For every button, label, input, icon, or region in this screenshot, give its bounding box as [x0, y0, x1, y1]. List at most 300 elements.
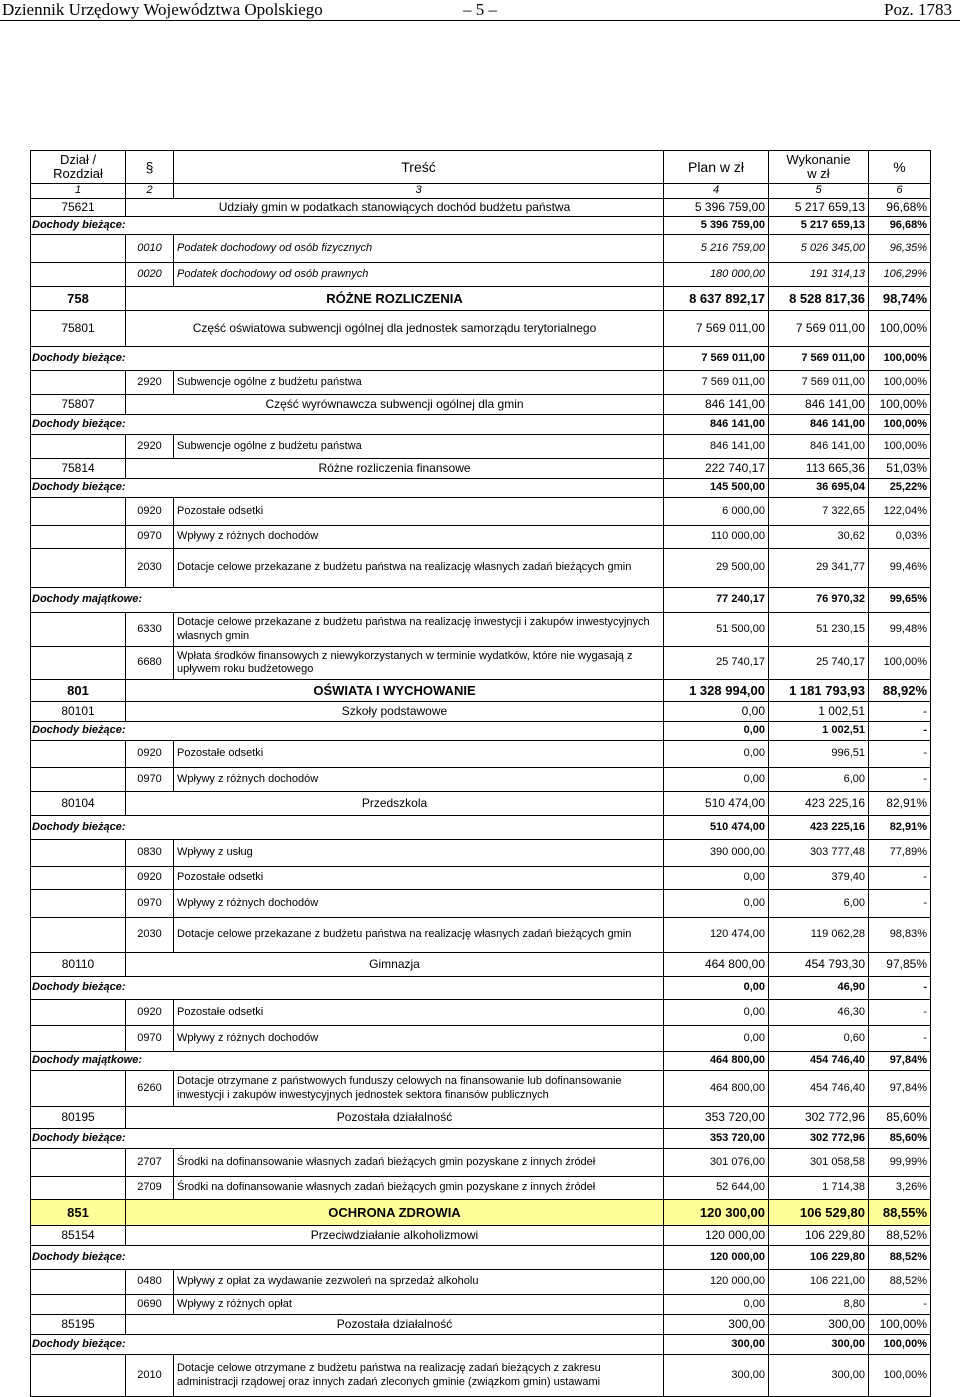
plan-value: 52 644,00	[664, 1177, 769, 1200]
paragraph-name: Dotacje celowe przekazane z budżetu państwa na realizację własnych zadań bieżących gmin	[174, 549, 664, 588]
execution-value: 46,90	[769, 977, 869, 1000]
subtotal-row	[31, 588, 931, 613]
subtotal-label: Dochody bieżące:	[31, 415, 664, 435]
plan-value: 390 000,00	[664, 840, 769, 867]
section-code: 75801	[31, 311, 126, 347]
running-header	[0, 0, 960, 22]
execution-value: 46,30	[769, 1000, 869, 1026]
col-number: 6	[869, 184, 931, 199]
paragraph-row	[31, 1295, 931, 1315]
section-code: 801	[31, 680, 126, 702]
subtotal-label: Dochody bieżące:	[31, 722, 664, 741]
paragraph-name: Subwencje ogólne z budżetu państwa	[174, 371, 664, 395]
section-name: Gimnazja	[126, 953, 664, 977]
section-code: 80195	[31, 1107, 126, 1129]
subtotal-row	[31, 479, 931, 498]
budget-income-table	[30, 150, 931, 1397]
paragraph-name: Wpływy z opłat za wydawanie zezwoleń na sprzedaż alkoholu	[174, 1270, 664, 1295]
dzial-row	[31, 1200, 931, 1226]
blank-cell	[31, 1295, 126, 1315]
plan-value: 120 000,00	[664, 1246, 769, 1270]
plan-value: 1 328 994,00	[664, 680, 769, 702]
percent-value: 100,00%	[869, 1315, 931, 1335]
rozdzial-row	[31, 702, 931, 722]
execution-value: 7 322,65	[769, 498, 869, 526]
subtotal-label: Dochody bieżące:	[31, 217, 664, 235]
paragraph-row	[31, 235, 931, 263]
blank-cell	[31, 526, 126, 549]
paragraph-row	[31, 1000, 931, 1026]
execution-value: 423 225,16	[769, 816, 869, 840]
paragraph-name: Dotacje celowe przekazane z budżetu państwa na realizację własnych zadań bieżących gmin	[174, 918, 664, 953]
col-header-plan: Plan w zł	[664, 151, 769, 184]
percent-value: 100,00%	[869, 647, 931, 680]
section-name: Przedszkola	[126, 792, 664, 816]
percent-value: 51,03%	[869, 459, 931, 479]
blank-cell	[31, 1026, 126, 1052]
paragraph-row	[31, 1177, 931, 1200]
execution-value: 300,00	[769, 1315, 869, 1335]
blank-cell	[31, 1177, 126, 1200]
execution-value: 0,60	[769, 1026, 869, 1052]
execution-value: 113 665,36	[769, 459, 869, 479]
section-code: 80101	[31, 702, 126, 722]
percent-value: -	[869, 741, 931, 768]
plan-value: 301 076,00	[664, 1149, 769, 1177]
plan-value: 0,00	[664, 1000, 769, 1026]
execution-value: 300,00	[769, 1355, 869, 1397]
plan-value: 51 500,00	[664, 613, 769, 647]
section-code: 75807	[31, 395, 126, 415]
rozdzial-row	[31, 1107, 931, 1129]
percent-value: -	[869, 977, 931, 1000]
percent-value: -	[869, 722, 931, 741]
paragraph-row	[31, 526, 931, 549]
percent-value: 100,00%	[869, 395, 931, 415]
blank-cell	[31, 890, 126, 918]
subtotal-row	[31, 977, 931, 1000]
section-name: Szkoły podstawowe	[126, 702, 664, 722]
paragraph-name: Wpływy z usług	[174, 840, 664, 867]
percent-value: -	[869, 1026, 931, 1052]
paragraph-row	[31, 867, 931, 890]
plan-value: 8 637 892,17	[664, 287, 769, 311]
col-number: 5	[769, 184, 869, 199]
execution-value: 379,40	[769, 867, 869, 890]
execution-value: 1 002,51	[769, 702, 869, 722]
header-rule	[0, 20, 960, 21]
blank-cell	[31, 741, 126, 768]
subtotal-row	[31, 1335, 931, 1355]
section-name: Udziały gmin w podatkach stanowiących dochód budżetu państwa	[126, 199, 664, 217]
section-code: 85195	[31, 1315, 126, 1335]
rozdzial-row	[31, 792, 931, 816]
plan-value: 510 474,00	[664, 816, 769, 840]
paragraph-row	[31, 613, 931, 647]
plan-value: 222 740,17	[664, 459, 769, 479]
section-name: Część wyrównawcza subwencji ogólnej dla gmin	[126, 395, 664, 415]
percent-value: 100,00%	[869, 1355, 931, 1397]
execution-value: 7 569 011,00	[769, 347, 869, 371]
col-number: 1	[31, 184, 126, 199]
plan-value: 29 500,00	[664, 549, 769, 588]
paragraph-code: 0010	[126, 235, 174, 263]
execution-value: 1 181 793,93	[769, 680, 869, 702]
col-header-percent: %	[869, 151, 931, 184]
paragraph-code: 0970	[126, 526, 174, 549]
execution-value: 1 714,38	[769, 1177, 869, 1200]
percent-value: 97,84%	[869, 1071, 931, 1107]
plan-value: 0,00	[664, 768, 769, 792]
blank-cell	[31, 1071, 126, 1107]
plan-value: 846 141,00	[664, 395, 769, 415]
percent-value: 88,52%	[869, 1226, 931, 1246]
paragraph-name: Podatek dochodowy od osób prawnych	[174, 263, 664, 287]
execution-value: 8 528 817,36	[769, 287, 869, 311]
paragraph-code: 0690	[126, 1295, 174, 1315]
paragraph-code: 6260	[126, 1071, 174, 1107]
percent-value: 82,91%	[869, 792, 931, 816]
section-name: Część oświatowa subwencji ogólnej dla jednostek samorządu terytorialnego	[126, 311, 664, 347]
rozdzial-row	[31, 1226, 931, 1246]
execution-value: 996,51	[769, 741, 869, 768]
percent-value: 25,22%	[869, 479, 931, 498]
plan-value: 0,00	[664, 1295, 769, 1315]
execution-value: 5 217 659,13	[769, 199, 869, 217]
plan-value: 353 720,00	[664, 1129, 769, 1149]
execution-value: 1 002,51	[769, 722, 869, 741]
execution-value: 106 221,00	[769, 1270, 869, 1295]
paragraph-name: Wpływy z różnych dochodów	[174, 768, 664, 792]
percent-value: -	[869, 768, 931, 792]
plan-value: 180 000,00	[664, 263, 769, 287]
percent-value: 99,46%	[869, 549, 931, 588]
paragraph-code: 2707	[126, 1149, 174, 1177]
execution-value: 6,00	[769, 890, 869, 918]
plan-value: 7 569 011,00	[664, 371, 769, 395]
execution-value: 25 740,17	[769, 647, 869, 680]
col-header-dzial	[31, 151, 126, 184]
percent-value: 88,92%	[869, 680, 931, 702]
plan-value: 120 000,00	[664, 1226, 769, 1246]
subtotal-row	[31, 415, 931, 435]
section-code: 75621	[31, 199, 126, 217]
percent-value: 96,35%	[869, 235, 931, 263]
blank-cell	[31, 435, 126, 459]
percent-value: 100,00%	[869, 435, 931, 459]
paragraph-name: Dotacje celowe otrzymane z budżetu państwa na realizację zadań bieżących z zakresu administracji rządowej oraz innych zadań zleconych gminie (związkom gmin) ustawami	[174, 1355, 664, 1397]
col-number: 4	[664, 184, 769, 199]
col-number: 3	[174, 184, 664, 199]
rozdzial-row	[31, 953, 931, 977]
execution-value: 8,80	[769, 1295, 869, 1315]
rozdzial-row	[31, 459, 931, 479]
dzial-row	[31, 680, 931, 702]
paragraph-row	[31, 741, 931, 768]
subtotal-row	[31, 1052, 931, 1071]
percent-value: 100,00%	[869, 311, 931, 347]
execution-value: 454 746,40	[769, 1052, 869, 1071]
blank-cell	[31, 918, 126, 953]
execution-value: 76 970,32	[769, 588, 869, 613]
plan-value: 110 000,00	[664, 526, 769, 549]
subtotal-label: Dochody bieżące:	[31, 816, 664, 840]
percent-value: -	[869, 890, 931, 918]
blank-cell	[31, 1149, 126, 1177]
percent-value: 0,03%	[869, 526, 931, 549]
percent-value: 99,65%	[869, 588, 931, 613]
plan-value: 5 216 759,00	[664, 235, 769, 263]
plan-value: 0,00	[664, 977, 769, 1000]
col-header-dzial-line2: Rozdział	[53, 166, 103, 181]
rozdzial-row	[31, 311, 931, 347]
execution-value: 300,00	[769, 1335, 869, 1355]
rozdzial-row	[31, 1315, 931, 1335]
percent-value: 122,04%	[869, 498, 931, 526]
blank-cell	[31, 613, 126, 647]
percent-value: 100,00%	[869, 1335, 931, 1355]
execution-value: 846 141,00	[769, 395, 869, 415]
percent-value: -	[869, 1000, 931, 1026]
section-name: OCHRONA ZDROWIA	[126, 1200, 664, 1226]
paragraph-row	[31, 1270, 931, 1295]
paragraph-row	[31, 1149, 931, 1177]
blank-cell	[31, 768, 126, 792]
blank-cell	[31, 1000, 126, 1026]
blank-cell	[31, 549, 126, 588]
rozdzial-row	[31, 199, 931, 217]
section-code: 80104	[31, 792, 126, 816]
percent-value: 99,48%	[869, 613, 931, 647]
paragraph-name: Środki na dofinansowanie własnych zadań bieżących gmin pozyskane z innych źródeł	[174, 1177, 664, 1200]
percent-value: 3,26%	[869, 1177, 931, 1200]
plan-value: 5 396 759,00	[664, 217, 769, 235]
paragraph-row	[31, 890, 931, 918]
plan-value: 120 000,00	[664, 1270, 769, 1295]
percent-value: 97,84%	[869, 1052, 931, 1071]
paragraph-code: 0830	[126, 840, 174, 867]
execution-value: 7 569 011,00	[769, 311, 869, 347]
plan-value: 0,00	[664, 867, 769, 890]
execution-value: 423 225,16	[769, 792, 869, 816]
percent-value: 96,68%	[869, 199, 931, 217]
execution-value: 846 141,00	[769, 415, 869, 435]
subtotal-row	[31, 347, 931, 371]
plan-value: 464 800,00	[664, 1071, 769, 1107]
plan-value: 7 569 011,00	[664, 347, 769, 371]
percent-value: -	[869, 702, 931, 722]
plan-value: 25 740,17	[664, 647, 769, 680]
section-code: 75814	[31, 459, 126, 479]
paragraph-code: 6680	[126, 647, 174, 680]
plan-value: 120 474,00	[664, 918, 769, 953]
percent-value: 88,52%	[869, 1246, 931, 1270]
plan-value: 846 141,00	[664, 435, 769, 459]
percent-value: 88,52%	[869, 1270, 931, 1295]
percent-value: 98,74%	[869, 287, 931, 311]
plan-value: 0,00	[664, 1026, 769, 1052]
paragraph-row	[31, 435, 931, 459]
execution-value: 106 229,80	[769, 1226, 869, 1246]
paragraph-name: Pozostałe odsetki	[174, 1000, 664, 1026]
percent-value: 96,68%	[869, 217, 931, 235]
table-header-row	[31, 151, 931, 184]
paragraph-code: 2010	[126, 1355, 174, 1397]
paragraph-code: 0020	[126, 263, 174, 287]
plan-value: 846 141,00	[664, 415, 769, 435]
paragraph-code: 2030	[126, 918, 174, 953]
col-header-wykonanie-line1: Wykonanie	[786, 151, 851, 167]
blank-cell	[31, 867, 126, 890]
execution-value: 106 229,80	[769, 1246, 869, 1270]
section-name: Pozostała działalność	[126, 1315, 664, 1335]
paragraph-code: 0970	[126, 1026, 174, 1052]
execution-value: 846 141,00	[769, 435, 869, 459]
paragraph-name: Pozostałe odsetki	[174, 498, 664, 526]
plan-value: 120 300,00	[664, 1200, 769, 1226]
paragraph-row	[31, 498, 931, 526]
execution-value: 5 217 659,13	[769, 217, 869, 235]
paragraph-name: Wpływy z różnych dochodów	[174, 1026, 664, 1052]
section-code: 80110	[31, 953, 126, 977]
subtotal-row	[31, 722, 931, 741]
paragraph-code: 0970	[126, 768, 174, 792]
subtotal-row	[31, 1246, 931, 1270]
paragraph-row	[31, 840, 931, 867]
paragraph-name: Pozostałe odsetki	[174, 741, 664, 768]
plan-value: 0,00	[664, 890, 769, 918]
paragraph-code: 0920	[126, 867, 174, 890]
section-name: Różne rozliczenia finansowe	[126, 459, 664, 479]
col-number: 2	[126, 184, 174, 199]
paragraph-name: Wpłata środków finansowych z niewykorzystanych w terminie wydatków, które nie wygasają z upływem roku budżetowego	[174, 647, 664, 680]
execution-value: 30,62	[769, 526, 869, 549]
blank-cell	[31, 235, 126, 263]
paragraph-code: 2030	[126, 549, 174, 588]
section-name: Przeciwdziałanie alkoholizmowi	[126, 1226, 664, 1246]
plan-value: 145 500,00	[664, 479, 769, 498]
paragraph-code: 0920	[126, 1000, 174, 1026]
percent-value: 100,00%	[869, 415, 931, 435]
paragraph-name: Dotacje celowe przekazane z budżetu państwa na realizację inwestycji i zakupów inwestycyjnych własnych gmin	[174, 613, 664, 647]
col-header-wykonanie	[769, 151, 869, 184]
paragraph-row	[31, 1026, 931, 1052]
paragraph-name: Subwencje ogólne z budżetu państwa	[174, 435, 664, 459]
plan-value: 0,00	[664, 722, 769, 741]
subtotal-label: Dochody bieżące:	[31, 977, 664, 1000]
plan-value: 5 396 759,00	[664, 199, 769, 217]
subtotal-row	[31, 816, 931, 840]
blank-cell	[31, 263, 126, 287]
percent-value: -	[869, 1295, 931, 1315]
subtotal-label: Dochody bieżące:	[31, 347, 664, 371]
percent-value: 100,00%	[869, 371, 931, 395]
paragraph-code: 0480	[126, 1270, 174, 1295]
subtotal-label: Dochody bieżące:	[31, 1129, 664, 1149]
plan-value: 77 240,17	[664, 588, 769, 613]
percent-value: 82,91%	[869, 816, 931, 840]
execution-value: 454 793,30	[769, 953, 869, 977]
section-name: RÓŻNE ROZLICZENIA	[126, 287, 664, 311]
table-body	[31, 151, 931, 1397]
paragraph-code: 0970	[126, 890, 174, 918]
section-code: 758	[31, 287, 126, 311]
dzial-row	[31, 287, 931, 311]
plan-value: 300,00	[664, 1335, 769, 1355]
plan-value: 0,00	[664, 702, 769, 722]
paragraph-row	[31, 768, 931, 792]
plan-value: 464 800,00	[664, 1052, 769, 1071]
percent-value: 88,55%	[869, 1200, 931, 1226]
paragraph-row	[31, 263, 931, 287]
percent-value: 77,89%	[869, 840, 931, 867]
percent-value: 85,60%	[869, 1129, 931, 1149]
subtotal-row	[31, 1129, 931, 1149]
blank-cell	[31, 647, 126, 680]
execution-value: 302 772,96	[769, 1107, 869, 1129]
percent-value: 98,83%	[869, 918, 931, 953]
journal-title: Dziennik Urzędowy Województwa Opolskiego	[2, 0, 323, 19]
execution-value: 29 341,77	[769, 549, 869, 588]
page-number: – 5 –	[463, 0, 497, 19]
execution-value: 303 777,48	[769, 840, 869, 867]
plan-value: 464 800,00	[664, 953, 769, 977]
percent-value: 100,00%	[869, 347, 931, 371]
execution-value: 7 569 011,00	[769, 371, 869, 395]
paragraph-name: Dotacje otrzymane z państwowych funduszy celowych na finansowanie lub dofinansowanie inwestycji i zakupów inwestycyjnych jednostek sektora finansów publicznych	[174, 1071, 664, 1107]
paragraph-name: Pozostałe odsetki	[174, 867, 664, 890]
section-code: 851	[31, 1200, 126, 1226]
percent-value: 106,29%	[869, 263, 931, 287]
paragraph-name: Wpływy z różnych opłat	[174, 1295, 664, 1315]
blank-cell	[31, 1270, 126, 1295]
plan-value: 0,00	[664, 741, 769, 768]
subtotal-label: Dochody majątkowe:	[31, 1052, 664, 1071]
paragraph-row	[31, 647, 931, 680]
plan-value: 510 474,00	[664, 792, 769, 816]
subtotal-label: Dochody majątkowe:	[31, 588, 664, 613]
paragraph-code: 2920	[126, 371, 174, 395]
plan-value: 7 569 011,00	[664, 311, 769, 347]
paragraph-code: 0920	[126, 498, 174, 526]
paragraph-row	[31, 918, 931, 953]
paragraph-row	[31, 549, 931, 588]
percent-value: -	[869, 867, 931, 890]
paragraph-name: Wpływy z różnych dochodów	[174, 890, 664, 918]
execution-value: 106 529,80	[769, 1200, 869, 1226]
col-header-wykonanie-line2: w zł	[807, 166, 830, 181]
blank-cell	[31, 498, 126, 526]
section-code: 85154	[31, 1226, 126, 1246]
paragraph-code: 6330	[126, 613, 174, 647]
rozdzial-row	[31, 395, 931, 415]
execution-value: 119 062,28	[769, 918, 869, 953]
blank-cell	[31, 1355, 126, 1397]
paragraph-code: 0920	[126, 741, 174, 768]
paragraph-code: 2920	[126, 435, 174, 459]
plan-value: 353 720,00	[664, 1107, 769, 1129]
paragraph-row	[31, 1071, 931, 1107]
col-header-tresc: Treść	[174, 151, 664, 184]
paragraph-code: 2709	[126, 1177, 174, 1200]
paragraph-name: Wpływy z różnych dochodów	[174, 526, 664, 549]
section-name: Pozostała działalność	[126, 1107, 664, 1129]
execution-value: 301 058,58	[769, 1149, 869, 1177]
execution-value: 6,00	[769, 768, 869, 792]
subtotal-label: Dochody bieżące:	[31, 1246, 664, 1270]
execution-value: 191 314,13	[769, 263, 869, 287]
percent-value: 85,60%	[869, 1107, 931, 1129]
